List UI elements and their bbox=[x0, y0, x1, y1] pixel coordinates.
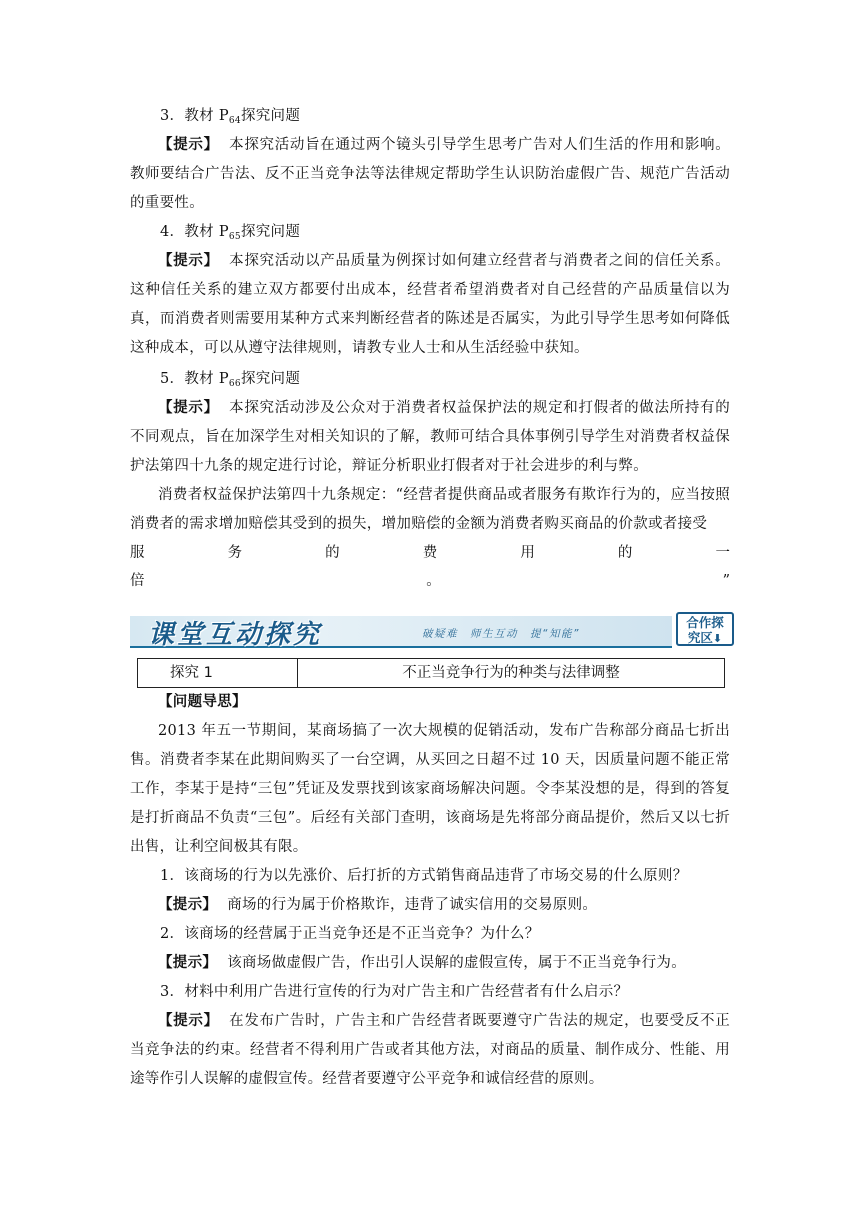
banner-zone-badge bbox=[676, 612, 734, 646]
spread-char: ” bbox=[722, 573, 730, 589]
spread-char: 的 bbox=[325, 545, 340, 561]
problem-guide bbox=[130, 688, 730, 862]
hint-tag: 【提示】 bbox=[158, 1013, 219, 1029]
item-5 bbox=[130, 365, 730, 481]
banner-subtitle: 破疑难 师生互动 提“知能” bbox=[422, 628, 580, 640]
question-1: 1．该商场的行为以先涨价、后打折的方式销售商品违背了市场交易的什么原则？ bbox=[160, 868, 688, 884]
answer-1 bbox=[130, 891, 730, 920]
table-cell-topic-number: 探究 1 bbox=[138, 659, 298, 687]
spread-char: 一 bbox=[715, 545, 730, 561]
hint-tag: 【提示】 bbox=[158, 955, 218, 971]
item-heading: 4．教材 $P_{65}$探究问题 bbox=[160, 224, 301, 242]
hint-tag: 【提示】 bbox=[158, 137, 219, 153]
answer-text: 该商场做虚假广告，作出引人误解的虚假宣传，属于不正当竞争行为。 bbox=[227, 955, 686, 971]
answer-text: 在发布广告时，广告主和广告经营者既要遵守广告法的规定，也要受反不正当竞争法的约束。经营者不得利用广告或者其他方法，对商品的质量、制作成分、性能、用途等作引人误解的虚假宣传。经营者要遵守公平竞争和诚信经营的原则。 bbox=[130, 1013, 730, 1087]
arrow-down-icon: ⬇ bbox=[712, 632, 723, 645]
answer-text: 商场的行为属于价格欺诈，违背了诚实信用的交易原则。 bbox=[227, 897, 598, 913]
hint-tag: 【提示】 bbox=[158, 400, 219, 416]
hint-text: 本探究活动以产品质量为例探讨如何建立经营者与消费者之间的信任关系。这种信任关系的建立双方都要付出成本，经营者希望消费者对自己经营的产品质量信以为真，而消费者则需要用某种方式来判断经营者的陈述是否属实，为此引导学生思考如何降低这种成本，可以从遵守法律规则，请教专业人士和从生活经验中获知。 bbox=[130, 253, 730, 356]
case-paragraph: 2013 年五一节期间，某商场搞了一次大规模的促销活动，发布广告称部分商品七折出售。消费者李某在此期间购买了一台空调，从买回之日超不过 10 天，因质量问题不能正常工作，李某于是持“三包”凭证及发票找到该家商场解决问题。令李某没想的是，得到的答复是打折商品不负责“三包”。后经有关部门查明，该商场是先将部分商品提价，然后又以七折出售，让利空间极其有限。 bbox=[130, 723, 730, 855]
hint-paragraph bbox=[130, 394, 730, 481]
qa-section bbox=[130, 862, 730, 1094]
answer-2 bbox=[130, 949, 730, 978]
item-3 bbox=[130, 102, 730, 218]
spread-char: 的 bbox=[617, 545, 633, 561]
hint-tag: 【提示】 bbox=[158, 253, 219, 269]
law-quote-spread-line bbox=[130, 539, 730, 568]
law-quote bbox=[130, 481, 730, 594]
section-banner bbox=[130, 612, 736, 650]
table-cell-topic-title: 不正当竞争行为的种类与法律调整 bbox=[402, 665, 620, 681]
law-quote-text: 消费者权益保护法第四十九条规定：“经营者提供商品或者服务有欺诈行为的，应当按照消费者的需求增加赔偿其受到的损失，增加赔偿的金额为消费者购买商品的价款或者接受 bbox=[130, 487, 730, 532]
hint-text: 本探究活动旨在通过两个镜头引导学生思考广告对人们生活的作用和影响。教师要结合广告法、反不正当竞争法等法律规定帮助学生认识防治虚假广告、规范广告活动的重要性。 bbox=[130, 137, 730, 211]
spread-char: 倍 bbox=[130, 573, 145, 589]
spread-char: 费 bbox=[422, 545, 438, 561]
hint-tag: 【提示】 bbox=[158, 897, 218, 913]
hint-text: 本探究活动涉及公众对于消费者权益保护法的规定和打假者的做法所持有的不同观点，旨在加深学生对相关知识的了解，教师可结合具体事例引导学生对消费者权益保护法第四十九条的规定进行讨论，辩证分析职业打假者对于社会进步的利与弊。 bbox=[130, 400, 730, 474]
hint-paragraph bbox=[130, 247, 730, 363]
topic-table bbox=[137, 658, 725, 688]
spread-char: 用 bbox=[520, 545, 535, 561]
banner-title: 课堂互动探究 bbox=[148, 620, 323, 650]
spread-char: 务 bbox=[227, 545, 243, 561]
badge-line-2: 究区⬇ bbox=[687, 630, 723, 645]
question-3: 3．材料中利用广告进行宣传的行为对广告主和广告经营者有什么启示？ bbox=[160, 984, 629, 1000]
answer-3 bbox=[130, 1007, 730, 1094]
problem-guide-tag: 【问题导思】 bbox=[158, 694, 247, 710]
question-2: 2．该商场的经营属于正当竞争还是不正当竞争？为什么？ bbox=[160, 926, 540, 942]
item-4 bbox=[130, 218, 730, 363]
law-quote-last-line bbox=[130, 568, 730, 594]
spread-char: 服 bbox=[130, 545, 145, 561]
item-heading: 3．教材 $P_{64}$探究问题 bbox=[160, 108, 301, 126]
hint-paragraph bbox=[130, 131, 730, 218]
badge-line-1: 合作探 bbox=[686, 615, 724, 630]
item-heading: 5．教材 $P_{66}$探究问题 bbox=[160, 371, 301, 389]
spread-char: 。 bbox=[426, 573, 441, 589]
